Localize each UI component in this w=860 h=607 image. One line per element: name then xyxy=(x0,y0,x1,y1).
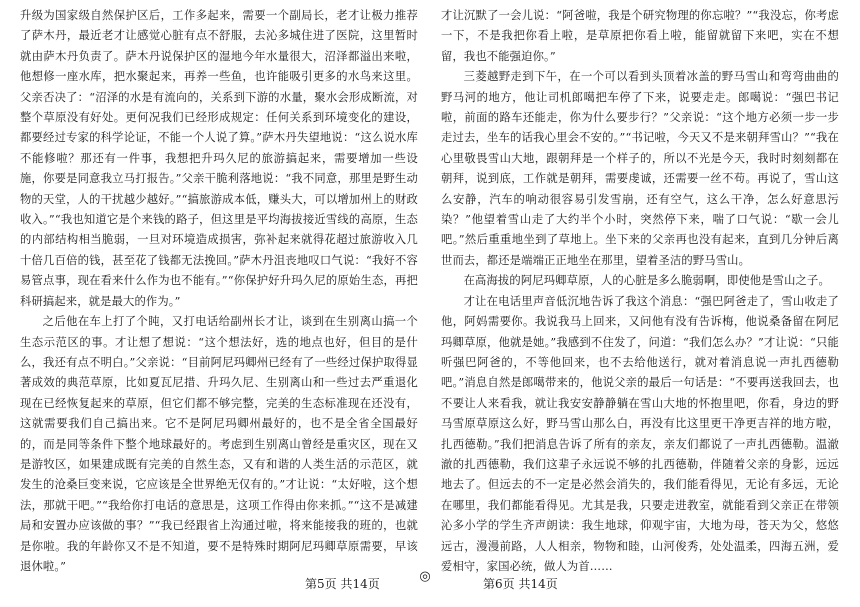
paragraph: 才让在电话里声音低沉地告诉了我这个消息：“强巴阿爸走了，雪山收走了他，阿妈需要你。我说我马上回来，又问他有没有告诉梅，他说桑备留在阿尼玛卿草原，他就是她。”我感到不住发了，问道：“我们怎么办？”才让说：“只能听强巴阿爸的，不等他回来，也不去给他送行，就对着消息说一声扎西德勒吧。”消息自然是郎噶带来的，他说父亲的最后一句话是：“不要再送我回去，也不要让人来看我，就让我安安静静躺在雪山大地的怀抱里吧，你看，身边的野马雪原草原这么好，野马雪山那么白，再没有比这里更干净更吉祥的地方啦，扎西德勒。”我们把消息告诉了所有的亲友，亲友们都说了一声扎西德勒。温澈澈的扎西德勒，我们这辈子永远说不够的扎西德勒，伴随着父亲的身影，远远地去了。但远去的不一定是必然会消失的，我们能看得见，无论有多远，无论在哪里，我们都能看得见。尤其是我，只要走进教室，就能看到父亲正在带领沁多小学的学生齐声朗读：我生地球，仰观宇宙，大地为母，苍天为父，悠悠远古，漫漫前路，人人相亲，物物和睦，山河俊秀，处处温柔，四海五洲，爱爱相守，家国必统，做人为首…… xyxy=(441,294,839,573)
paragraph: 才让沉默了一会儿说：“阿爸啦，我是个研究物理的你忘啦？”“我没忘，你考虑一下，不是我把你看上啦，是草原把你看上啦，能留就留下来吧，实在不想留，我也不能强迫你。” xyxy=(441,9,839,63)
paragraph: 之后他在车上打了个盹，又打电话给副州长才让，谈到在生别离山搞一个生态示范区的事。才让想了想说：“这个想法好，选的地点也好，但目的是什么，我还有点不明白。”父亲说：“目前阿尼玛卿州已经有了一些经过保护取得显著成效的典范草原，比如夏瓦尼措、升玛久尼、生别离山和一些过去严重退化现在已经恢复起来的草原，但它们都不够完整，完美的生态标准现在还没有，这就需要我们自己搞出来。它不是阿尼玛卿州最好的，也不是全省全国最好的，而是同等条件下整个地球最好的。考虑到生别离山曾经是重灾区，现在又是游牧区，如果建成既有完美的自然生态，又有和谐的人类生活的示范区，就发生的沧桑巨变来说，它应该是全世界绝无仅有的。”才让说：“太好啦，这个想法，那就干吧。”“我给你打电话的意思是，这项工作得由你来抓。”“这不是减建局和安置办应该做的事？”“我已经跟省上沟通过啦，将来能接我的班的，也就是你啦。我的年龄你又不是不知道，要不是特殊时期阿尼玛卿草原需要，早该退休啦。” xyxy=(20,315,418,573)
page-number-right: 第6页 共14页 xyxy=(483,577,558,591)
right-column xyxy=(441,6,839,577)
paragraph: 三菱越野走到下午，在一个可以看到头顶着冰盖的野马雪山和弯弯曲曲的野马河的地方，他让司机郎噶把车停了下来，说要走走。郎噶说：“强巴书记啦，前面的路车还能走，你为什么要步行？”父亲说：“这个地方必须一步一步走过去，坐车的话我心里会不安的。”“书记啦，今天又不是来朝拜雪山？”“我在心里敬畏雪山大地，跟朝拜是一个样子的，所以不光是今天，我时时刻刻都在朝拜，说到底，工作就是朝拜，需要虔诚，还需要一丝不苟。再说了，雪山这么安静，汽车的响动很容易引发雪崩，还有空气，这么干净，怎么好意思污染？”他望着雪山走了大约半个小时，突然停下来，喘了口气说：“歇一会儿吧。”然后重重地坐到了草地上。坐下来的父亲再也没有起来，直到几分钟后离世而去，都还是端端正正地坐在那里，望着圣洁的野马雪山。 xyxy=(441,70,839,267)
paragraph: 升级为国家级自然保护区后，工作多起来，需要一个副局长，老才让极力推荐了萨木丹，最近老才让感觉心脏有点不舒服，去沁多城住进了医院，这里暂时就由萨木丹负责了。萨木丹说保护区的湿地今年水量很大，沼泽都溢出来啦，他想修一座水库，把水聚起来，再养一些鱼，也许能吸引更多的水鸟来这里。父亲否决了：“沼泽的水是有流向的，关系到下游的水量，聚水会形成断流，对整个草原没有好处。更何况我们已经形成规定：任何关系到环境变化的建设，都要经过专家的科学论证，不能一个人说了算。”萨木丹失望地说：“这么说水库不能修啦？那还有一件事，我想把升玛久尼的旅游搞起来，需要增加一些设施，你要是同意我立马打报告。”父亲干脆利落地说：“我不同意，那里是野生动物的天堂，人的干扰越少越好。”“搞旅游成本低，赚头大，可以增加州上的财政收入。”“我也知道它是个来钱的路子，但这里是平均海拔接近雪线的高原，生态的内部结构相当脆弱，一旦对环境造成损害，弥补起来就得花超过旅游收入几十倍几百倍的钱，甚至花了钱都无法挽回。”萨木丹沮丧地叹口气说：“我好不容易管点事，现在看来什么作为也不能有。”“你保护好升玛久尼的原始生态，再把科研搞起来，就是最大的作为。” xyxy=(20,9,418,308)
left-column xyxy=(20,6,418,577)
paragraph: 在高海拔的阿尼玛卿草原，人的心脏是多么脆弱啊，即使他是雪山之子。 xyxy=(463,274,830,288)
page-number-left: 第5页 共14页 xyxy=(305,577,380,591)
center-circle-mark-icon: ◎ xyxy=(419,569,431,584)
